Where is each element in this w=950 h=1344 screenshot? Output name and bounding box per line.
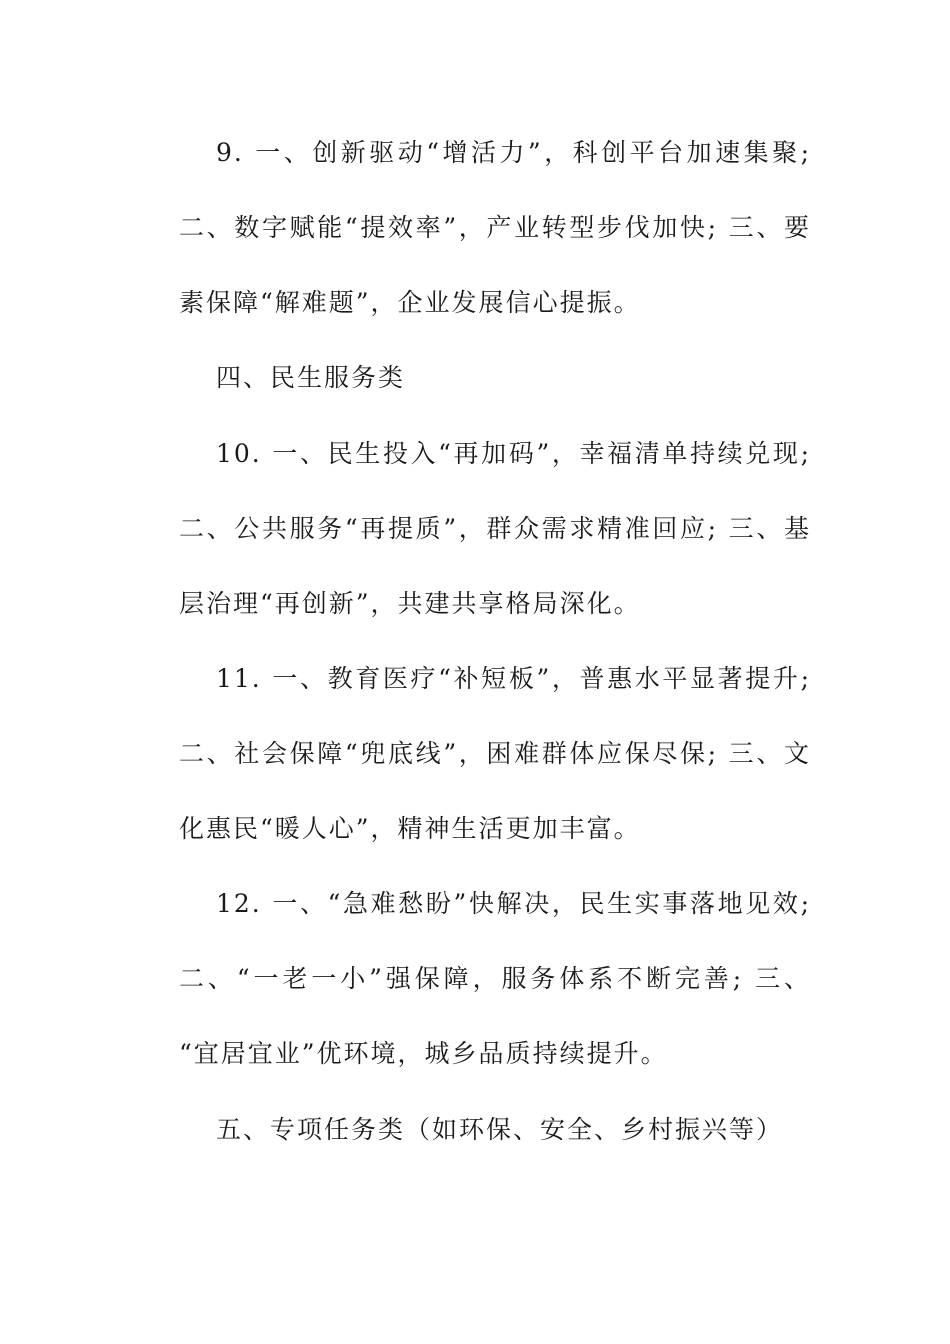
item-12-line-1: 12. 一、“急难愁盼”快解决，民生实事落地见效; [216,889,811,918]
item-9-line-3: 素保障“解难题”，企业发展信心提振。 [179,288,641,317]
section-heading-4: 四、民生服务类 [216,363,406,392]
item-11-line-1: 11. 一、教育医疗“补短板”，普惠水平显著提升; [216,664,811,693]
item-12-line-2: 二、“一老一小”强保障，服务体系不断完善; 三、 [179,964,811,993]
item-10-line-3: 层治理“再创新”，共建共享格局深化。 [179,589,641,618]
item-11-line-3: 化惠民“暖人心”，精神生活更加丰富。 [179,814,641,843]
item-10-line-2: 二、公共服务“再提质”，群众需求精准回应; 三、基 [179,514,811,543]
item-11-line-2: 二、社会保障“兜底线”，困难群体应保尽保; 三、文 [179,739,811,768]
item-9-line-1: 9. 一、创新驱动“增活力”，科创平台加速集聚; [216,138,811,167]
item-10-line-1: 10. 一、民生投入“再加码”，幸福清单持续兑现; [216,439,811,468]
section-heading-5: 五、专项任务类（如环保、安全、乡村振兴等） [216,1115,784,1144]
item-9-line-2: 二、数字赋能“提效率”，产业转型步伐加快; 三、要 [179,213,811,242]
item-12-line-3: “宜居宜业”优环境，城乡品质持续提升。 [179,1039,668,1068]
